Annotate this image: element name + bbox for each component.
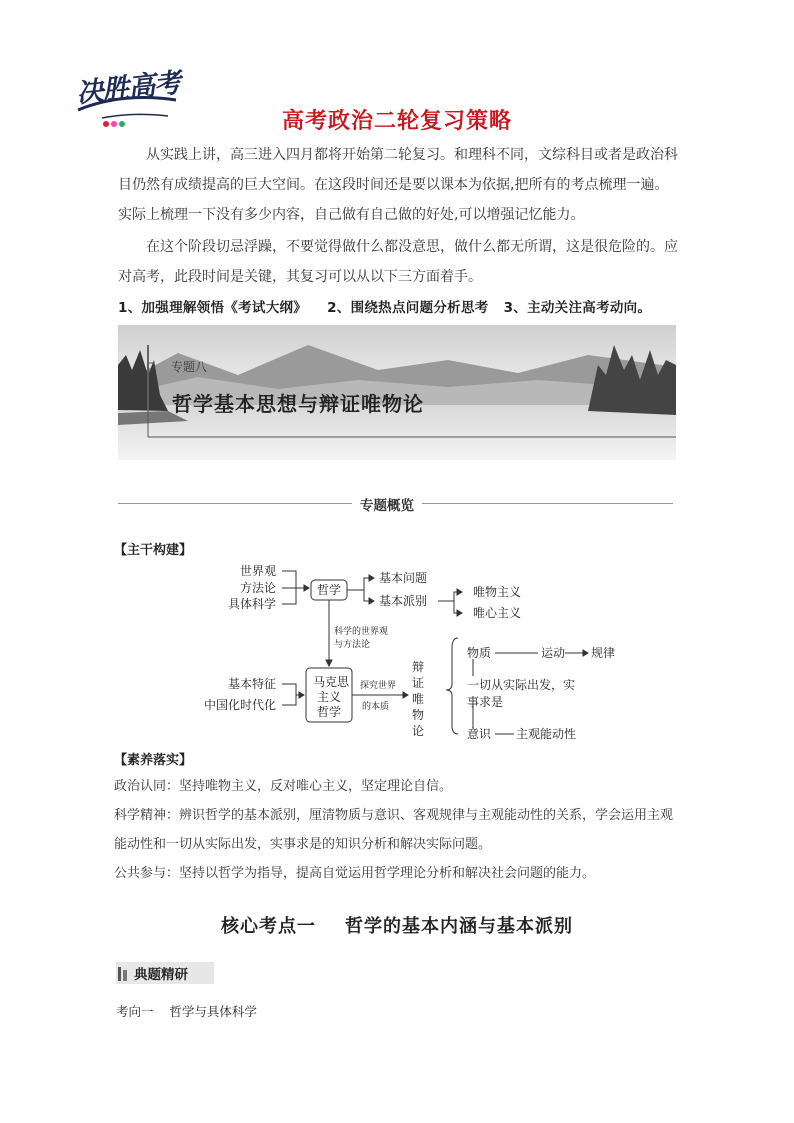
diagram-fact-2: 事求是 bbox=[467, 695, 504, 709]
banner-label: 专题八 bbox=[171, 360, 208, 374]
diagram-dm-char-5: 论 bbox=[412, 724, 425, 738]
diagram-law: 规律 bbox=[591, 646, 616, 660]
overview-title: 专题概览 bbox=[352, 494, 422, 514]
diagram-materialism: 唯物主义 bbox=[473, 585, 522, 599]
diagram-marx-3: 哲学 bbox=[317, 705, 342, 719]
concept-diagram bbox=[196, 556, 626, 741]
strategy-list: 1、加强理解领悟《考试大纲》 2、围绕热点问题分析思考 3、主动关注高考动向。 bbox=[118, 300, 652, 316]
diagram-marx-2: 主义 bbox=[317, 690, 342, 704]
diagram-dm-char-1: 辩 bbox=[412, 660, 425, 674]
diagram-basic-features: 基本特征 bbox=[228, 677, 277, 691]
diagram-down-label-2: 与方法论 bbox=[334, 640, 371, 650]
diagram-down-label-1: 科学的世界观 bbox=[334, 627, 389, 637]
diagram-motion: 运动 bbox=[541, 646, 566, 660]
literacy-heading: 【素养落实】 bbox=[114, 753, 193, 768]
diagram-subjective: 主观能动性 bbox=[516, 727, 577, 741]
diagram-matter: 物质 bbox=[467, 646, 492, 660]
intro-paragraph-2: 在这个阶段切忌浮躁，不要觉得做什么都没意思，做什么都无所谓，这是很危险的。应对高考，此段时间是关键，其复习可以从以下三方面着手。 bbox=[118, 239, 678, 285]
diagram-worldview: 世界观 bbox=[240, 564, 277, 578]
diagram-marx-1: 马克思 bbox=[313, 675, 350, 689]
diagram-methodology: 方法论 bbox=[240, 581, 277, 595]
literacy-item: 公共参与：坚持以哲学为指导，提高自觉运用哲学理论分析和解决社会问题的能力。 bbox=[114, 866, 596, 881]
diagram-explore-2: 的本质 bbox=[362, 702, 390, 712]
book-icon bbox=[118, 966, 128, 980]
diagram-consciousness: 意识 bbox=[467, 727, 492, 741]
core-point-title: 核心考点一 哲学的基本内涵与基本派别 bbox=[220, 916, 574, 937]
trunk-heading: 【主干构建】 bbox=[114, 543, 193, 558]
page-title: 高考政治二轮复习策略 bbox=[281, 109, 512, 134]
diagram-fact-1: 一切从实际出发，实 bbox=[467, 678, 576, 692]
literacy-item: 政治认同：坚持唯物主义，反对唯心主义，坚定理论自信。 bbox=[114, 779, 453, 794]
intro-paragraph-1: 从实践上讲，高三进入四月都将开始第二轮复习。和理科不同，文综科目或者是政治科目仍然有成绩提高的巨大空间。在这段时间还是要以课本为依据,把所有的考点梳理一遍。实际上梳理一下没有多少内容，自己做有自己做的好处,可以增强记忆能力。 bbox=[118, 147, 678, 223]
diagram-dm-char-2: 证 bbox=[412, 676, 425, 690]
diagram-specific-science: 具体科学 bbox=[228, 597, 277, 611]
diagram-dm-char-4: 物 bbox=[412, 708, 425, 722]
banner-title: 哲学基本思想与辩证唯物论 bbox=[172, 392, 424, 416]
literacy-item: 科学精神：辨识哲学的基本派别，厘清物质与意识、客观规律与主观能动性的关系，学会运用主观能动性和一切从实际出发，实事求是的知识分析和解决实际问题。 bbox=[114, 808, 674, 852]
diagram-dm-char-3: 唯 bbox=[412, 692, 425, 706]
diagram-sinicization: 中国化时代化 bbox=[204, 698, 277, 712]
literacy-list bbox=[114, 772, 684, 888]
study-tag: 典题精研 bbox=[134, 967, 188, 983]
diagram-idealism: 唯心主义 bbox=[473, 606, 522, 620]
logo-text: 决胜高考 bbox=[74, 67, 182, 110]
diagram-explore-1: 探究世界 bbox=[360, 681, 397, 691]
diagram-basic-question: 基本问题 bbox=[379, 571, 428, 585]
diagram-philosophy: 哲学 bbox=[317, 583, 342, 597]
diagram-basic-schools: 基本派别 bbox=[379, 594, 428, 608]
direction-label: 考向一 哲学与具体科学 bbox=[116, 1004, 257, 1019]
